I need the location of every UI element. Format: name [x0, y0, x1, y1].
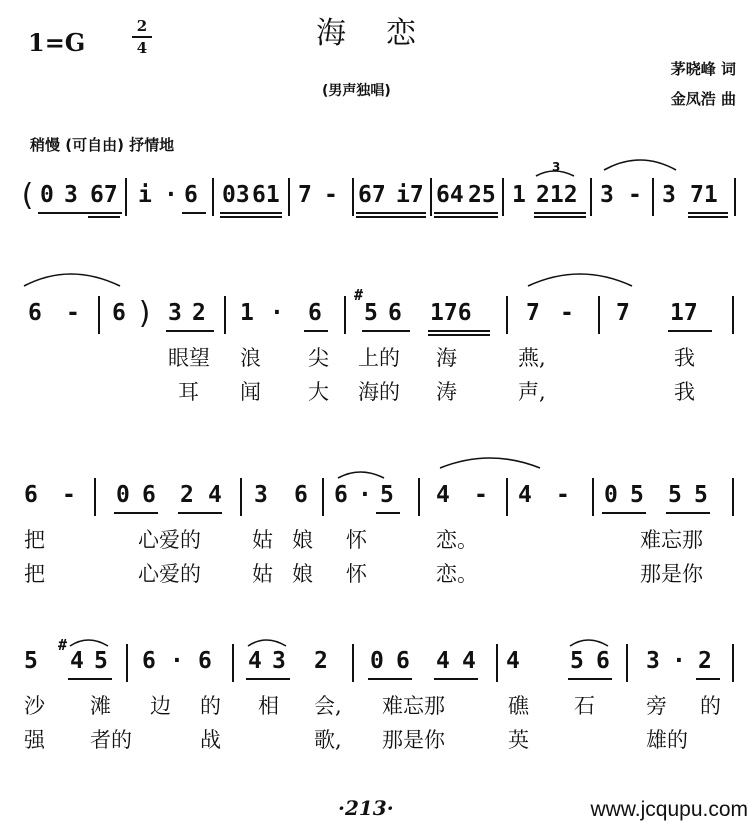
- lyric-v1: 难忘那: [382, 694, 445, 718]
- note: 7: [526, 300, 540, 326]
- note: 17: [670, 300, 698, 326]
- note: ·: [270, 300, 284, 326]
- note: 64: [436, 182, 464, 208]
- lyric-v1: 的: [700, 694, 721, 718]
- song-subtitle: (男声独唱): [322, 83, 391, 99]
- note: 67: [90, 182, 118, 208]
- note: 3: [254, 482, 268, 508]
- lyric-v1: 边: [150, 694, 171, 718]
- lyric-v2: 海的: [358, 380, 400, 404]
- note: 0: [40, 182, 54, 208]
- sharp-sign: #: [354, 286, 364, 304]
- lyric-v2: 那是你: [382, 728, 445, 752]
- note: i7: [396, 182, 424, 208]
- lyric-v1: 怀: [346, 528, 367, 552]
- note: 5: [694, 482, 708, 508]
- note: 2: [314, 648, 328, 674]
- lyric-v1: 我: [674, 346, 695, 370]
- lyric-v2: 耳: [178, 380, 199, 404]
- lyric-v2: 娘: [292, 562, 313, 586]
- note: 0: [370, 648, 384, 674]
- note: 3: [168, 300, 182, 326]
- note: 4: [208, 482, 222, 508]
- note: 3: [600, 182, 614, 208]
- lyric-v1: 礁: [508, 694, 529, 718]
- note: 6: [396, 648, 410, 674]
- note: 71: [690, 182, 718, 208]
- note: 6: [388, 300, 402, 326]
- note: -: [474, 482, 488, 508]
- lyric-v1: 石: [574, 694, 595, 718]
- lyric-v1: 恋。: [436, 528, 478, 552]
- composer-credit: 金凤浩 曲: [670, 90, 736, 108]
- note: 61: [252, 182, 280, 208]
- lyric-v2: 我: [674, 380, 695, 404]
- note: 6: [308, 300, 322, 326]
- note: -: [556, 482, 570, 508]
- lyric-v2: 英: [508, 728, 529, 752]
- lyric-v1: 姑: [252, 528, 273, 552]
- note: 3: [646, 648, 660, 674]
- lyric-v1: 难忘那: [640, 528, 703, 552]
- note: -: [66, 300, 80, 326]
- note: 4: [436, 648, 450, 674]
- note: 6: [198, 648, 212, 674]
- lyric-v1: 眼望: [168, 346, 210, 370]
- note: -: [62, 482, 76, 508]
- note: 5: [570, 648, 584, 674]
- triplet-mark: 3: [552, 160, 561, 174]
- note: -: [628, 182, 642, 208]
- note: 3: [64, 182, 78, 208]
- lyric-v1: 会,: [314, 694, 342, 718]
- lyric-v2: 大: [308, 380, 329, 404]
- note: 03: [222, 182, 250, 208]
- note: 3: [662, 182, 676, 208]
- note: 6: [112, 300, 126, 326]
- lyric-v1: 海: [436, 346, 457, 370]
- note: 7: [616, 300, 630, 326]
- watermark: www.jcqupu.com: [590, 798, 748, 821]
- note: 25: [468, 182, 496, 208]
- note: 6: [184, 182, 198, 208]
- note: 5: [668, 482, 682, 508]
- note: 6: [28, 300, 42, 326]
- note: 6: [24, 482, 38, 508]
- note: 67: [358, 182, 386, 208]
- time-signature-top: 2: [136, 17, 148, 35]
- lyric-v2: 歌,: [314, 728, 342, 752]
- lyric-v2: 强: [24, 728, 45, 752]
- lyric-v2: 者的: [90, 728, 132, 752]
- note: ·: [164, 182, 178, 208]
- note: 5: [630, 482, 644, 508]
- lyric-v1: 燕,: [518, 346, 546, 370]
- note: 212: [536, 182, 578, 208]
- song-title: 海恋: [316, 16, 456, 51]
- note: 5: [380, 482, 394, 508]
- note: 2: [698, 648, 712, 674]
- lyric-v2: 声,: [518, 380, 546, 404]
- lyric-v2: 恋。: [436, 562, 478, 586]
- sharp-sign: #: [58, 636, 68, 654]
- lyric-v1: 上的: [358, 346, 400, 370]
- note: ·: [170, 648, 184, 674]
- lyric-v1: 相: [258, 694, 279, 718]
- lyric-v2: 怀: [346, 562, 367, 586]
- note: (: [18, 178, 37, 213]
- lyric-v2: 把: [24, 562, 45, 586]
- note: 3: [272, 648, 286, 674]
- lyric-v1: 娘: [292, 528, 313, 552]
- lyric-v2: 心爱的: [138, 562, 201, 586]
- note: 7: [298, 182, 312, 208]
- note: 0: [116, 482, 130, 508]
- note: ·: [672, 648, 686, 674]
- note: 6: [142, 482, 156, 508]
- note: -: [324, 182, 338, 208]
- note: 4: [248, 648, 262, 674]
- note: 5: [364, 300, 378, 326]
- note: -: [560, 300, 574, 326]
- lyric-v2: 战: [200, 728, 221, 752]
- note: 4: [518, 482, 532, 508]
- note: 176: [430, 300, 472, 326]
- note: i: [138, 182, 152, 208]
- note: 6: [334, 482, 348, 508]
- note: 5: [94, 648, 108, 674]
- page-number: ·213·: [338, 796, 394, 820]
- lyric-v2: 雄的: [646, 728, 688, 752]
- lyric-v2: 姑: [252, 562, 273, 586]
- note: 6: [142, 648, 156, 674]
- lyric-v2: 涛: [436, 380, 457, 404]
- lyric-v2: 那是你: [640, 562, 703, 586]
- note: ): [136, 296, 155, 331]
- note: 2: [192, 300, 206, 326]
- lyric-v2: 闻: [240, 380, 261, 404]
- note: 4: [506, 648, 520, 674]
- tempo-marking: 稍慢 (可自由) 抒情地: [30, 136, 175, 154]
- key-signature: 1=G: [28, 28, 86, 57]
- note: 4: [70, 648, 84, 674]
- lyric-v1: 旁: [646, 694, 667, 718]
- note: ·: [358, 482, 372, 508]
- lyric-v1: 滩: [90, 694, 111, 718]
- note: 4: [462, 648, 476, 674]
- lyric-v1: 沙: [24, 694, 45, 718]
- note: 5: [24, 648, 38, 674]
- note: 1: [512, 182, 526, 208]
- lyric-v1: 的: [200, 694, 221, 718]
- note: 2: [180, 482, 194, 508]
- lyric-v1: 尖: [308, 346, 329, 370]
- time-signature-bottom: 4: [136, 39, 148, 57]
- lyric-v1: 把: [24, 528, 45, 552]
- lyric-v1: 心爱的: [138, 528, 201, 552]
- lyricist-credit: 茅晓峰 词: [670, 60, 736, 78]
- lyric-v1: 浪: [240, 346, 261, 370]
- note: 0: [604, 482, 618, 508]
- note: 1: [240, 300, 254, 326]
- note: 6: [294, 482, 308, 508]
- note: 6: [596, 648, 610, 674]
- note: 4: [436, 482, 450, 508]
